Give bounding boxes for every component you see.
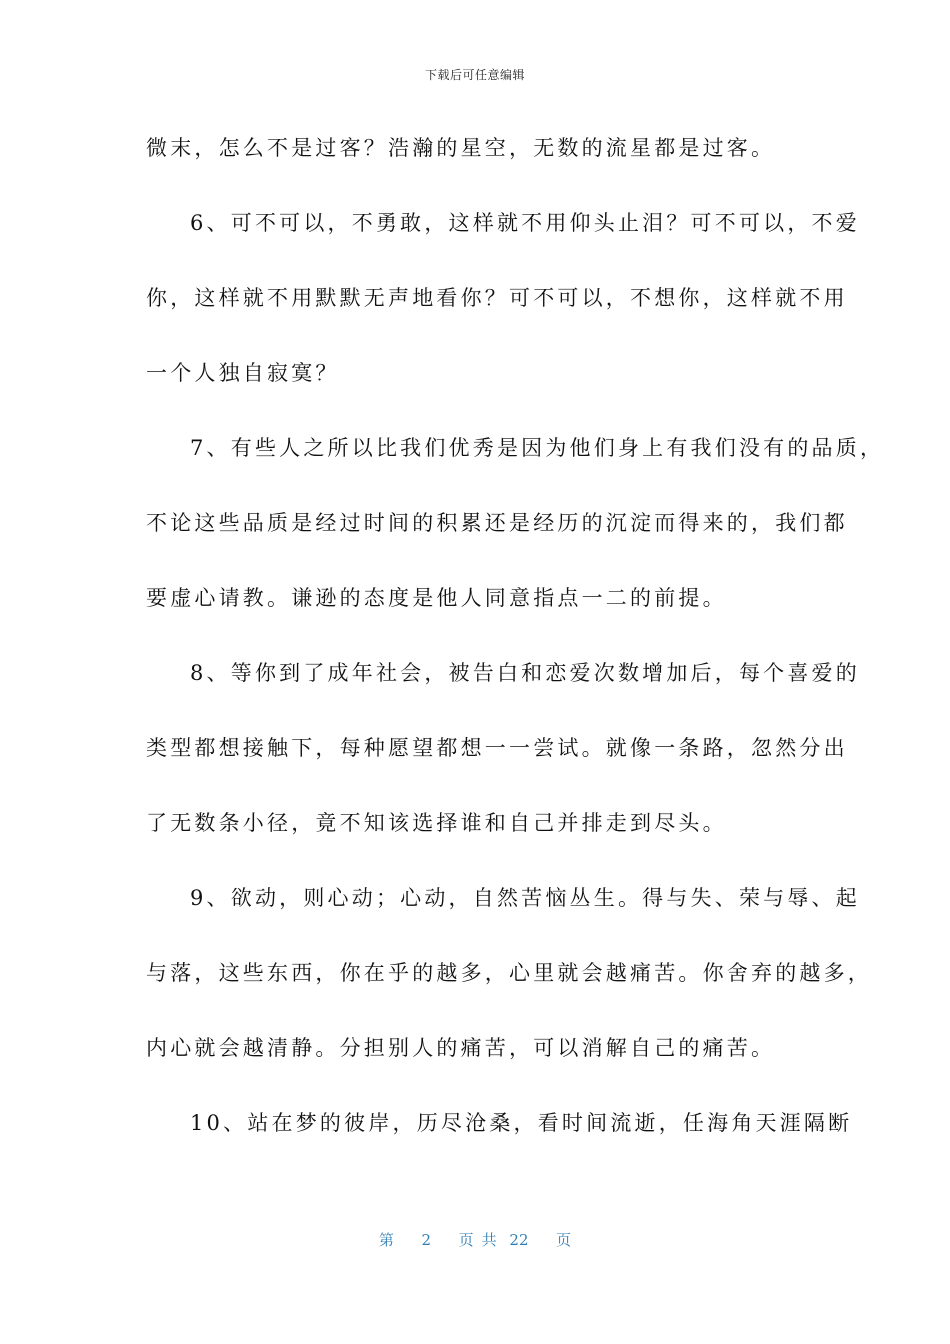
footer-page-prefix: 第 [378, 1231, 394, 1249]
text-line: 不论这些品质是经过时间的积累还是经历的沉淀而得来的，我们都 [146, 511, 848, 535]
text-line: 内心就会越清静。分担别人的痛苦，可以消解自己的痛苦。 [146, 1036, 776, 1060]
text-line: 7、有些人之所以比我们优秀是因为他们身上有我们没有的品质， [190, 436, 885, 460]
text-line: 你，这样就不用默默无声地看你？可不可以，不想你，这样就不用 [146, 286, 848, 310]
footer-page-suffix: 页 [556, 1231, 572, 1249]
page-footer [0, 1229, 950, 1250]
text-line: 了无数条小径，竟不知该选择谁和自己并排走到尽头。 [146, 811, 727, 835]
text-line: 一个人独自寂寞？ [146, 361, 340, 385]
page-header: 下载后可任意编辑 [424, 68, 525, 82]
text-line: 与落，这些东西，你在乎的越多，心里就会越痛苦。你舍弃的越多， [146, 961, 872, 985]
text-line: 8、等你到了成年社会，被告白和恋爱次数增加后，每个喜爱的 [190, 661, 860, 685]
footer-page-total: 22 [509, 1231, 529, 1249]
text-line: 6、可不可以，不勇敢，这样就不用仰头止泪？可不可以，不爱 [190, 211, 860, 235]
text-line: 要虚心请教。谦逊的态度是他人同意指点一二的前提。 [146, 586, 727, 610]
text-line: 微末，怎么不是过客？浩瀚的星空，无数的流星都是过客。 [146, 136, 776, 160]
text-line: 类型都想接触下，每种愿望都想一一尝试。就像一条路，忽然分出 [146, 736, 848, 760]
footer-page-mid: 页共 [458, 1231, 505, 1249]
document-body [146, 128, 885, 1178]
text-line: 10、站在梦的彼岸，历尽沧桑，看时间流逝，任海角天涯隔断 [190, 1111, 853, 1135]
text-line: 9、欲动，则心动；心动，自然苦恼丛生。得与失、荣与辱、起 [190, 886, 860, 910]
footer-page-number: 2 [421, 1231, 432, 1249]
